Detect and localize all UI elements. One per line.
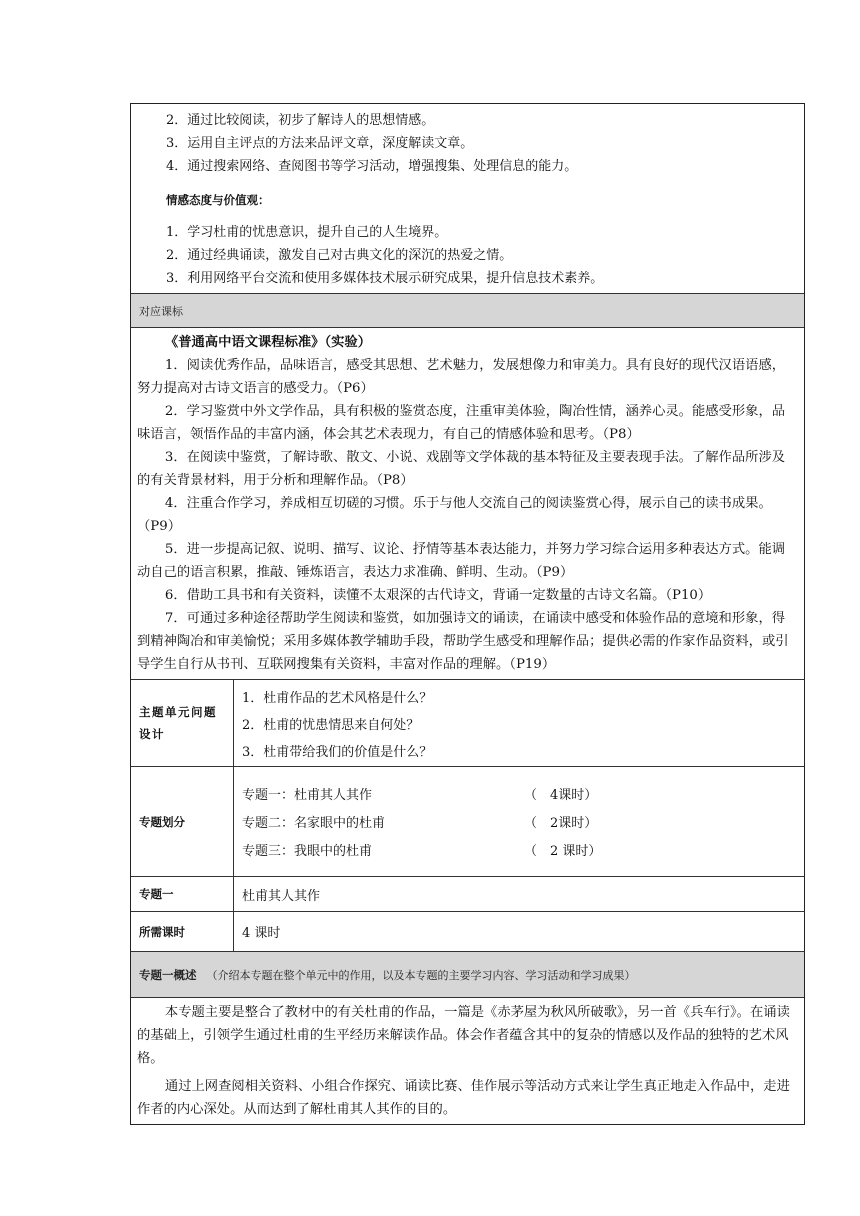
questions-row [131, 679, 804, 766]
emotion-item: 2．通过经典诵读，激发自己对古典文化的深沉的热爱之情。 [166, 248, 513, 263]
overview-header [131, 951, 804, 997]
lesson-plan-table [130, 103, 805, 1125]
topics-content [234, 767, 804, 876]
standard-item: 2．学习鉴赏中外文学作品，具有积极的鉴赏态度，注重审美体验，陶冶性情，涵养心灵。能感受形象，品味语言，领悟作品的丰富内涵，体会其艺术表现力，有自己的情感体验和思考。（P8） [137, 404, 786, 442]
topic-name: 专题二：名家眼中的杜甫 [242, 816, 386, 831]
standard-item: 4．注重合作学习，养成相互切磋的习惯。乐于与他人交流自己的阅读鉴赏心得，展示自己的读书成果。（P9） [137, 496, 772, 534]
standard-item: 7．可通过多种途径帮助学生阅读和鉴赏，如加强诗文的诵读，在诵读中感受和体验作品的意境和形象，得到精神陶冶和审美愉悦；采用多媒体教学辅助手段，帮助学生感受和理解作品；提供必需的作家作品资料，或引导学生自行从书刊、互联网搜集有关资料，丰富对作品的理解。（P19） [137, 611, 789, 672]
hours-value: 4 课时 [242, 926, 281, 941]
question-item: 2．杜甫的忧患情思来自何处？ [242, 718, 420, 733]
topics-label: 专题划分 [131, 767, 234, 876]
standards-title: 《普通高中语文课程标准》（实验） [164, 335, 372, 350]
standards-label: 对应课标 [139, 304, 183, 318]
question-item: 1．杜甫作品的艺术风格是什么？ [242, 691, 433, 706]
topic-hours: （ 2课时） [524, 816, 598, 831]
topic1-value: 杜甫其人其作 [242, 888, 321, 904]
topic1-label: 专题一 [131, 877, 234, 911]
topic-hours: （ 4课时） [524, 788, 598, 803]
topic-item [242, 838, 804, 866]
overview-paragraph: 通过上网查阅相关资料、小组合作探究、诵读比赛、佳作展示等活动方式来让学生真正地走入作品中，走进作者的内心深处。从而达到了解杜甫其人其作的目的。 [137, 1079, 790, 1117]
standard-item: 6．借助工具书和有关资料，读懂不太艰深的古代诗文，背诵一定数量的古诗文名篇。（P10） [164, 588, 712, 603]
objectives-cell [131, 104, 804, 293]
topic1-row [131, 876, 804, 911]
standards-header [131, 293, 804, 327]
topic-item [242, 782, 804, 810]
topics-row [131, 766, 804, 876]
emotion-item: 1．学习杜甫的忧患意识，提升自己的人生境界。 [166, 225, 448, 240]
topic-name: 专题三：我眼中的杜甫 [242, 844, 373, 859]
objective-item: 2．通过比较阅读，初步了解诗人的思想情感。 [166, 113, 435, 128]
topic-item [242, 810, 804, 838]
questions-content [234, 680, 804, 766]
standard-item: 1．阅读优秀作品，品味语言，感受其思想、艺术魅力，发展想像力和审美力。具有良好的现代汉语语感，努力提高对古诗文语言的感受力。（P6） [137, 358, 786, 396]
topic-hours: （ 2 课时） [524, 844, 602, 859]
emotion-heading: 情感态度与价值观： [166, 192, 270, 207]
emotion-item: 3．利用网络平台交流和使用多媒体技术展示研究成果，提升信息技术素养。 [166, 271, 604, 286]
objective-item: 3．运用自主评点的方法来品评文章，深度解读文章。 [166, 136, 474, 151]
overview-note: （介绍本专题在整个单元中的作用，以及本专题的主要学习内容、学习活动和学习成果） [206, 968, 636, 982]
topic-name: 专题一：杜甫其人其作 [242, 788, 373, 803]
overview-cell [131, 997, 804, 1124]
standards-cell [131, 327, 804, 679]
question-item: 3．杜甫带给我们的价值是什么？ [242, 745, 433, 760]
hours-label: 所需课时 [131, 912, 234, 951]
standard-item: 3．在阅读中鉴赏，了解诗歌、散文、小说、戏剧等文学体裁的基本特征及主要表现手法。了解作品所涉及的有关背景材料，用于分析和理解作品。（P8） [137, 450, 786, 488]
standard-item: 5．进一步提高记叙、说明、描写、议论、抒情等基本表达能力，并努力学习综合运用多种表达方式。能调动自己的语言积累，推敲、锤炼语言，表达力求准确、鲜明、生动。（P9） [137, 542, 786, 580]
overview-paragraph: 本专题主要是整合了教材中的有关杜甫的作品，一篇是《赤茅屋为秋风所破歌》，另一首《兵车行》。在诵读的基础上，引领学生通过杜甫的生平经历来解读作品。体会作者蕴含其中的复杂的情感以及作品的独特的艺术风格。 [137, 1005, 790, 1066]
questions-label: 主题单元问题设计 [131, 680, 234, 766]
overview-label: 专题一概述 [139, 967, 197, 982]
hours-row [131, 911, 804, 951]
objective-item: 4．通过搜索网络、查阅图书等学习活动，增强搜集、处理信息的能力。 [166, 159, 578, 174]
